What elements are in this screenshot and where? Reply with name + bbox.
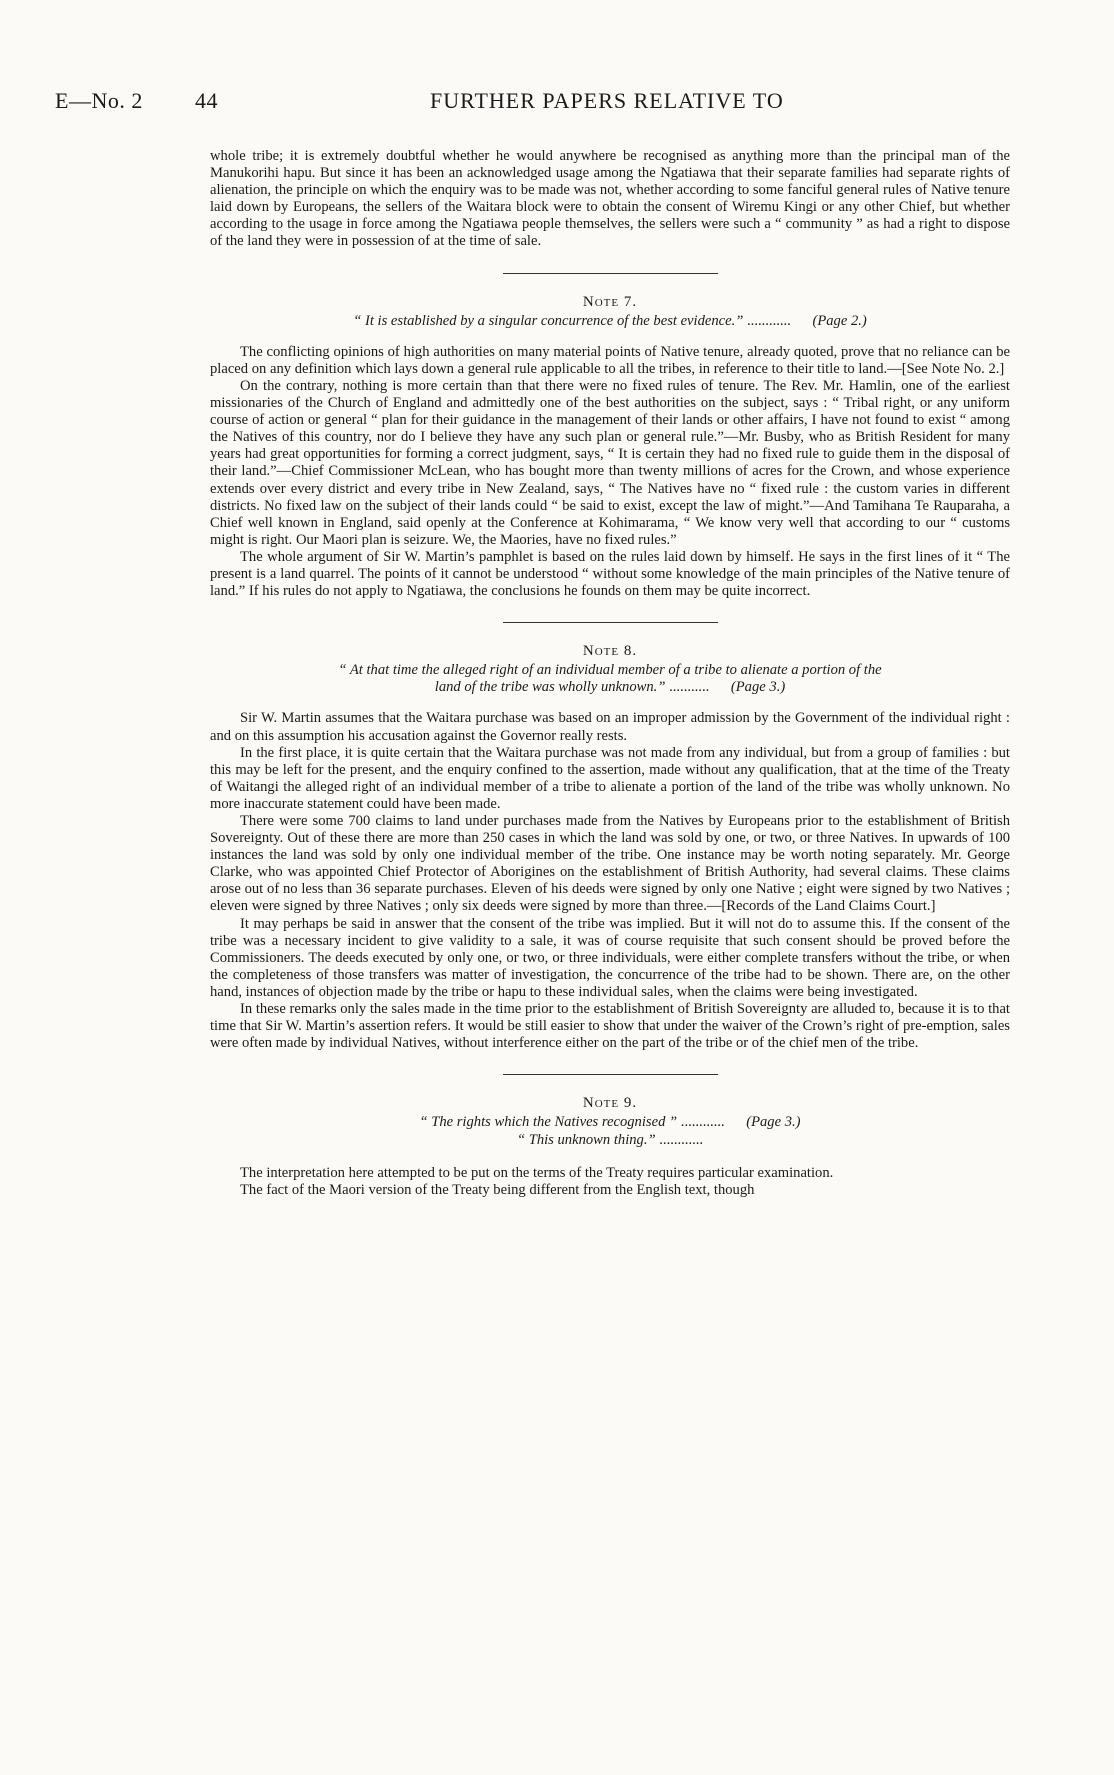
note-9-paragraph: The interpretation here attempted to be put on the terms of the Treaty requires particular examination. bbox=[240, 1164, 834, 1181]
note-8-paragraph: It may perhaps be said in answer that the consent of the tribe was implied. But it will not do to assume this. If the consent of the tribe was a necessary incident to give validity to a sale, it was of course requisite that such consent should be proved before the Commissioners. The deeds executed by only one, or two, or three individuals, were either complete transfers without the tribe, or when the completeness of those transfers was matter of investigation, the concurrence of the tribe had to be shown. There are, on the other hand, instances of objection made by the tribe or hapu to these individual sales, when the claims were being investigated. bbox=[210, 915, 1010, 1000]
note-8-paragraph: In the first place, it is quite certain that the Waitara purchase was not made from any individual, but from a group of families : but this may be left for the present, and the enquiry confined to the assertion, made without any qualification, that at the time of the Treaty of Waitangi the alleged right of an individual member of a tribe to alienate a portion of the land of the tribe was wholly unknown. No more inaccurate statement could have been made. bbox=[210, 744, 1010, 812]
intro-paragraph: whole tribe; it is extremely doubtful whether he would anywhere be recognised as anything more than the principal man of the Manukorihi hapu. But since it has been an acknowledged usage among the Ngatiawa that their separate families had separate rights of alienation, the principle on which the enquiry was to be made was not, whether according to some fanciful general rules of Native tenure laid down by Europeans, the sellers of the Waitara block were to obtain the consent of Wiremu Kingi or any other Chief, but whether according to the usage in force among the Ngatiawa people themselves, the sellers were such a “ community ” as had a right to dispose of the land they were in possession of at the time of sale. bbox=[210, 148, 1010, 250]
page-number: 44 bbox=[195, 88, 218, 113]
note-7-paragraph: On the contrary, nothing is more certain than that there were no fixed rules of tenure. The Rev. Mr. Hamlin, one of the earliest missionaries of the Church of England and admittedly one of the best authorities on the subject, says : “ Tribal right, or any uniform course of action or general “ plan for their guidance in the management of their lands or other affairs, I have not found to exist “ among the Natives of this country, nor do I believe they have any such plan or general rule.”—Mr. Busby, who as British Resident for many years had great opportunities for forming a correct judgment, says, “ It is certain they had no fixed rule to guide them in the disposal of their land.”—Chief Commissioner McLean, who has bought more than twenty millions of acres for the Crown, and whose experience extends over every district and every tribe in New Zealand, says, “ The Natives have no “ fixed rule : the custom varies in different districts. No fixed law on the subject of their lands could “ be said to exist, except the law of might.”—And Tamihana Te Rauparaha, a Chief well known in England, said openly at the Conference at Kohimarama, “ We know very well that according to our “ customs might is right. Our Maori plan is seizure. We, the Maories, have no fixed rules.” bbox=[210, 377, 1010, 548]
note-8-title: Note 8. bbox=[582, 643, 638, 660]
note-9-page-ref: (Page 3.) bbox=[746, 1114, 801, 1131]
note-8-quote-dots: ........... bbox=[669, 679, 710, 696]
note-7-paragraph: The conflicting opinions of high authorities on many material points of Native tenure, already quoted, prove that no reliance can be placed on any definition which lays down a general rule applicable to all the tribes, in reference to their title to land.—[See Note No. 2.] bbox=[210, 343, 1010, 377]
note-9-quote-line-2: “ This unknown thing.” bbox=[516, 1131, 656, 1148]
section-divider bbox=[503, 622, 718, 623]
note-8-page-ref: (Page 3.) bbox=[730, 679, 786, 696]
running-title: FURTHER PAPERS RELATIVE TO bbox=[430, 88, 784, 113]
page-body bbox=[210, 148, 1010, 1199]
note-7-page-ref: (Page 2.) bbox=[812, 312, 867, 329]
section-divider bbox=[503, 1074, 718, 1075]
note-8-paragraph: In these remarks only the sales made in the time prior to the establishment of British Sovereignty are alluded to, because it is to that time that Sir W. Martin’s assertion refers. It would be still easier to show that under the waiver of the Crown’s right of pre-emption, sales were often made by individual Natives, without interference either on the part of the tribe or of the chief men of the tribe. bbox=[210, 1001, 1010, 1052]
note-7-quote-text: “ It is established by a singular concurrence of the best evidence.” bbox=[353, 312, 744, 329]
note-9-quote bbox=[210, 1114, 1010, 1148]
note-9-quote-dots: ............ bbox=[680, 1114, 725, 1131]
note-7-quote-dots: ............ bbox=[747, 312, 791, 329]
note-8-paragraph: Sir W. Martin assumes that the Waitara purchase was based on an improper admission by the Government of the individual right : and on this assumption his accusation against the Governor really rests. bbox=[210, 710, 1010, 744]
note-8-paragraph: There were some 700 claims to land under purchases made from the Natives by Europeans prior to the establishment of British Sovereignty. Out of these there are more than 250 cases in which the land was sold by one, or two, or three Natives. In upwards of 100 instances the land was sold by only one individual member of the tribe. One instance may be worth noting separately. Mr. George Clarke, who was appointed Chief Protector of Aborigines on the establishment of British Authority, had several claims. These claims arose out of no less than 36 separate purchases. Eleven of his deeds were signed by only one Native ; eight were signed by two Natives ; eleven were signed by three Natives ; only six deeds were signed by more than three.—[Records of the Land Claims Court.] bbox=[210, 813, 1010, 915]
section-divider bbox=[503, 273, 718, 274]
note-9-quote-line-1: “ The rights which the Natives recognised ” bbox=[419, 1114, 678, 1131]
note-9-quote-dots-2: ............ bbox=[659, 1131, 704, 1148]
note-8-quote-line-1: “ At that time the alleged right of an individual member of a tribe to alienate a portion of the bbox=[338, 662, 882, 679]
note-7-paragraph: The whole argument of Sir W. Martin’s pamphlet is based on the rules laid down by himself. He says in the first lines of it “ The present is a land quarrel. The points of it cannot be understood “ without some knowledge of the main principles of the Native tenure of land.” If his rules do not apply to Ngatiawa, the conclusions he founds on them may be quite incorrect. bbox=[210, 548, 1010, 600]
note-7-title: Note 7. bbox=[582, 293, 638, 310]
note-9-paragraph: The fact of the Maori version of the Treaty being different from the English text, though bbox=[240, 1181, 755, 1198]
note-8-quote bbox=[210, 662, 1010, 696]
page-header bbox=[55, 88, 1054, 128]
note-8-quote-line-2: land of the tribe was wholly unknown.” bbox=[434, 679, 666, 696]
note-7-quote bbox=[210, 313, 1010, 330]
document-reference: E—No. 2 bbox=[55, 88, 143, 113]
note-9-title: Note 9. bbox=[582, 1095, 638, 1112]
